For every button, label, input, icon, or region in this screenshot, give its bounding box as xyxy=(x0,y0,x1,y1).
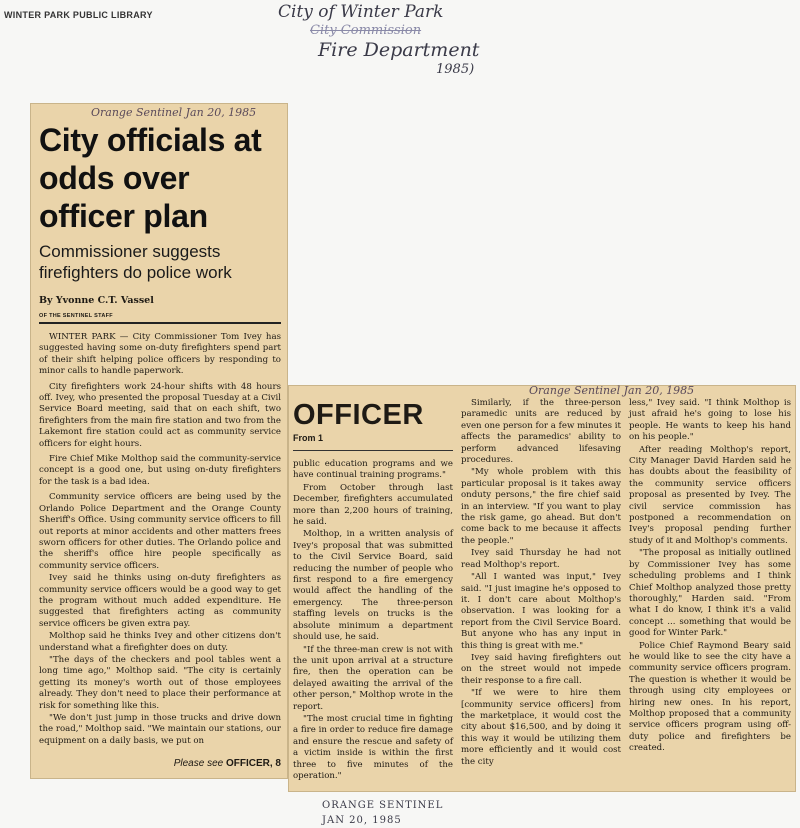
continuation-headline: OFFICER xyxy=(293,399,424,431)
paragraph: Molthop said he thinks Ivey and other citizens don't understand what a firefighter does on duty. xyxy=(39,631,281,653)
paragraph: Molthop, in a written analysis of Ivey's proposal that was submitted to the Civil Service Board, said reducing the number of people who first respond to a fire emergency would affect the handling of the emergency. The three-person staffing levels on trucks is the absolute minimum a department should use, he said. xyxy=(293,529,453,643)
paragraph: public education programs and we have continual training programs." xyxy=(293,459,453,481)
clip-note: Orange Sentinel Jan 20, 1985 xyxy=(529,384,695,397)
paragraph: Ivey said Thursday he had not read Molthop's report. xyxy=(461,548,621,570)
paragraph: Community service officers are being used by the Orlando Police Department and the Orange County Sheriff's Office. Using community service officers to fill out reports at minor accidents and other matters frees sworn officers for other duties. The Orlando police and the sheriff's office hire people specifically as community service officers. xyxy=(39,492,281,571)
handwritten-header xyxy=(278,2,479,78)
handwritten-city: City of Winter Park xyxy=(278,2,444,22)
column-4 xyxy=(629,398,791,783)
article-body xyxy=(39,332,281,751)
paragraph: "The days of the checkers and pool tables went a long time ago," Molthop said. "The city is certainly getting its money's worth out of those employees already. They don't need to place their performance at risk for something like this. xyxy=(39,654,281,711)
columns xyxy=(293,398,791,783)
byline: By Yvonne C.T. Vassel xyxy=(39,295,154,306)
continuation-wrapper xyxy=(288,385,796,828)
paragraph: Fire Chief Mike Molthop said the community-service concept is a good one, but using on-duty firefighters for the task is a bad idea. xyxy=(39,454,281,487)
column-3 xyxy=(461,398,621,783)
handwritten-source: ORANGE SENTINEL xyxy=(322,800,444,812)
handwritten-footer xyxy=(322,798,796,828)
article-clipping xyxy=(30,103,288,779)
library-stamp: WINTER PARK PUBLIC LIBRARY xyxy=(4,10,153,20)
paragraph: "The most crucial time in fighting a fire in order to reduce fire damage and ensure the rescue and safety of a victim inside is within the first three to five minutes of the operation." xyxy=(293,713,453,781)
paragraph: Similarly, if the three-person paramedic units are reduced by even one person for a few minutes it affects the paramedics' ability to perform advanced lifesaving procedures. xyxy=(461,398,621,466)
paragraph: Police Chief Raymond Beary said he would like to see the city have a community service officers program. The question is whether it would be through using city employees or hiring new ones. In his report, Molthop proposed that a community service officers program using off-duty police and firefighters be created. xyxy=(629,640,791,754)
headline: City officials at odds over officer plan xyxy=(39,122,262,234)
jump-line xyxy=(39,757,281,770)
paragraph: From October through last December, firefighters accumulated more than 2,200 hours of training, he said. xyxy=(293,482,453,528)
paragraph: City firefighters work 24-hour shifts with 48 hours off. Ivey, who presented the proposal Tuesday at a Civil Service Board meeting, said that on each shift, two firefighters from the main fire station and two from the Lakemont fire station could act as community service officers for eight hours. xyxy=(39,381,281,449)
paragraph: "All I wanted was input," Ivey said. "I just imagine he's opposed to it. I don't care about Molthop's observation. I was looking for a report from the Civil Service Board. But anyone who has any input in this thing is great with me." xyxy=(461,572,621,651)
paragraph: After reading Molthop's report, City Manager David Harden said he has doubts about the feasibility of the community service officers proposal as presented by Ivey. The civil service commission has postponed a recommendation on Ivey's proposal pending further study of it and Molthop's comments. xyxy=(629,444,791,546)
paragraph: "If we were to hire them [community service officers] from the marketplace, it would cost the city about $16,500, and by doing it this way it would be utilizing them more efficiently and it would cost the city xyxy=(461,688,621,767)
staff-line: OF THE SENTINEL STAFF xyxy=(39,313,113,319)
handwritten-year: 1985) xyxy=(436,62,475,77)
paragraph: "The proposal as initially outlined by Commissioner Ivey has some scheduling problems and I think Chief Molthop analyzed those pretty thoroughly," Harden said. "From what I do know, I think it's a valid concept ... something that would be good for Winter Park." xyxy=(629,548,791,639)
continuation-clipping xyxy=(288,385,796,792)
paragraph: "If the three-man crew is not with the unit upon arrival at a structure fire, then the operation can be delayed awaiting the arrival of the other person," Molthop wrote in the report. xyxy=(293,644,453,712)
paragraph: "We don't just jump in those trucks and drive down the road," Molthop said. "We maintain our stations, our equipment on a daily basis, we put on xyxy=(39,713,281,746)
handwritten-date: JAN 20, 1985 xyxy=(322,815,402,827)
handwritten-dept: Fire Department xyxy=(318,39,480,61)
from-line: From 1 xyxy=(293,433,324,443)
handwritten-struck: City Commission xyxy=(310,23,422,38)
column-2 xyxy=(293,459,453,782)
clip-note: Orange Sentinel Jan 20, 1985 xyxy=(91,106,257,119)
jump-target: OFFICER, 8 xyxy=(225,758,281,770)
jump-prefix: Please see xyxy=(173,758,224,770)
divider xyxy=(293,450,453,451)
paragraph: Ivey said having firefighters out on the street would not impede their response to a fire call. xyxy=(461,652,621,686)
paragraph: less," Ivey said. "I think Molthop is just afraid he's going to lose his people. He wants to keep his hand on his people." xyxy=(629,398,791,443)
subhead: Commissioner suggests firefighters do police work xyxy=(39,242,232,282)
column-2-wrap xyxy=(293,398,453,783)
divider xyxy=(39,322,281,324)
paragraph: Ivey said he thinks using on-duty firefighters as community service officers would be a good way to get the program without much added expenditure. He suggested that firefighters acting as community service officers be given extra pay. xyxy=(39,573,281,629)
paragraph: "My whole problem with this particular proposal is it takes away onduty persons," the fire chief said in an interview. "If you want to play the risk game, go ahead. But don't come back to me because it affects the people." xyxy=(461,467,621,546)
paragraph: WINTER PARK — City Commissioner Tom Ivey has suggested having some on-duty firefighters spend part of their shift helping police officers by responding to minor calls to handle paperwork. xyxy=(39,332,281,377)
